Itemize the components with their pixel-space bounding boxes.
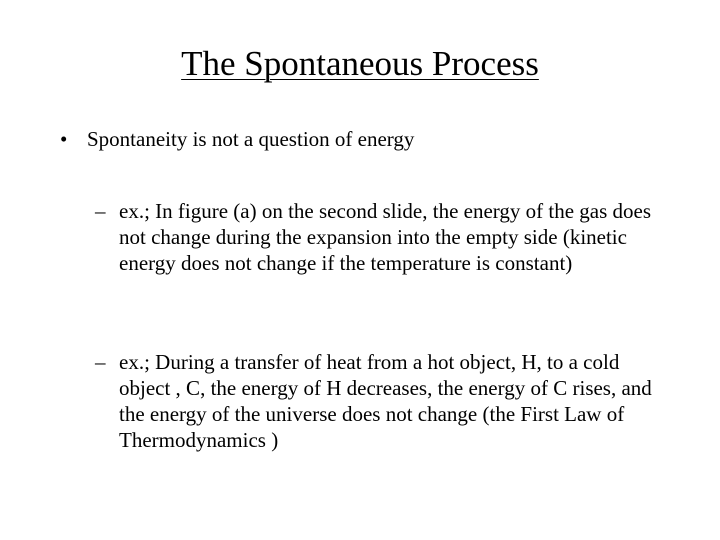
sub-bullet-item — [95, 349, 675, 453]
sub-bullet-marker: – — [95, 350, 106, 374]
bullet-marker: • — [60, 127, 68, 151]
sub-bullet-text: ex.; During a transfer of heat from a hot object, H, to a cold object , C, the energy of H decreases, the energy of C rises, and the energy of the universe does not change (the First Law of Thermodynamics ) — [119, 350, 652, 452]
sub-bullet-item — [95, 198, 675, 276]
bullet-item — [60, 125, 680, 153]
slide-title: The Spontaneous Process — [181, 44, 539, 83]
sub-bullet-marker: – — [95, 199, 106, 223]
sub-bullet-text: ex.; In figure (a) on the second slide, the energy of the gas does not change during the expansion into the empty side (kinetic energy does not change if the temperature is constant) — [119, 199, 652, 275]
bullet-text: Spontaneity is not a question of energy — [87, 127, 415, 151]
